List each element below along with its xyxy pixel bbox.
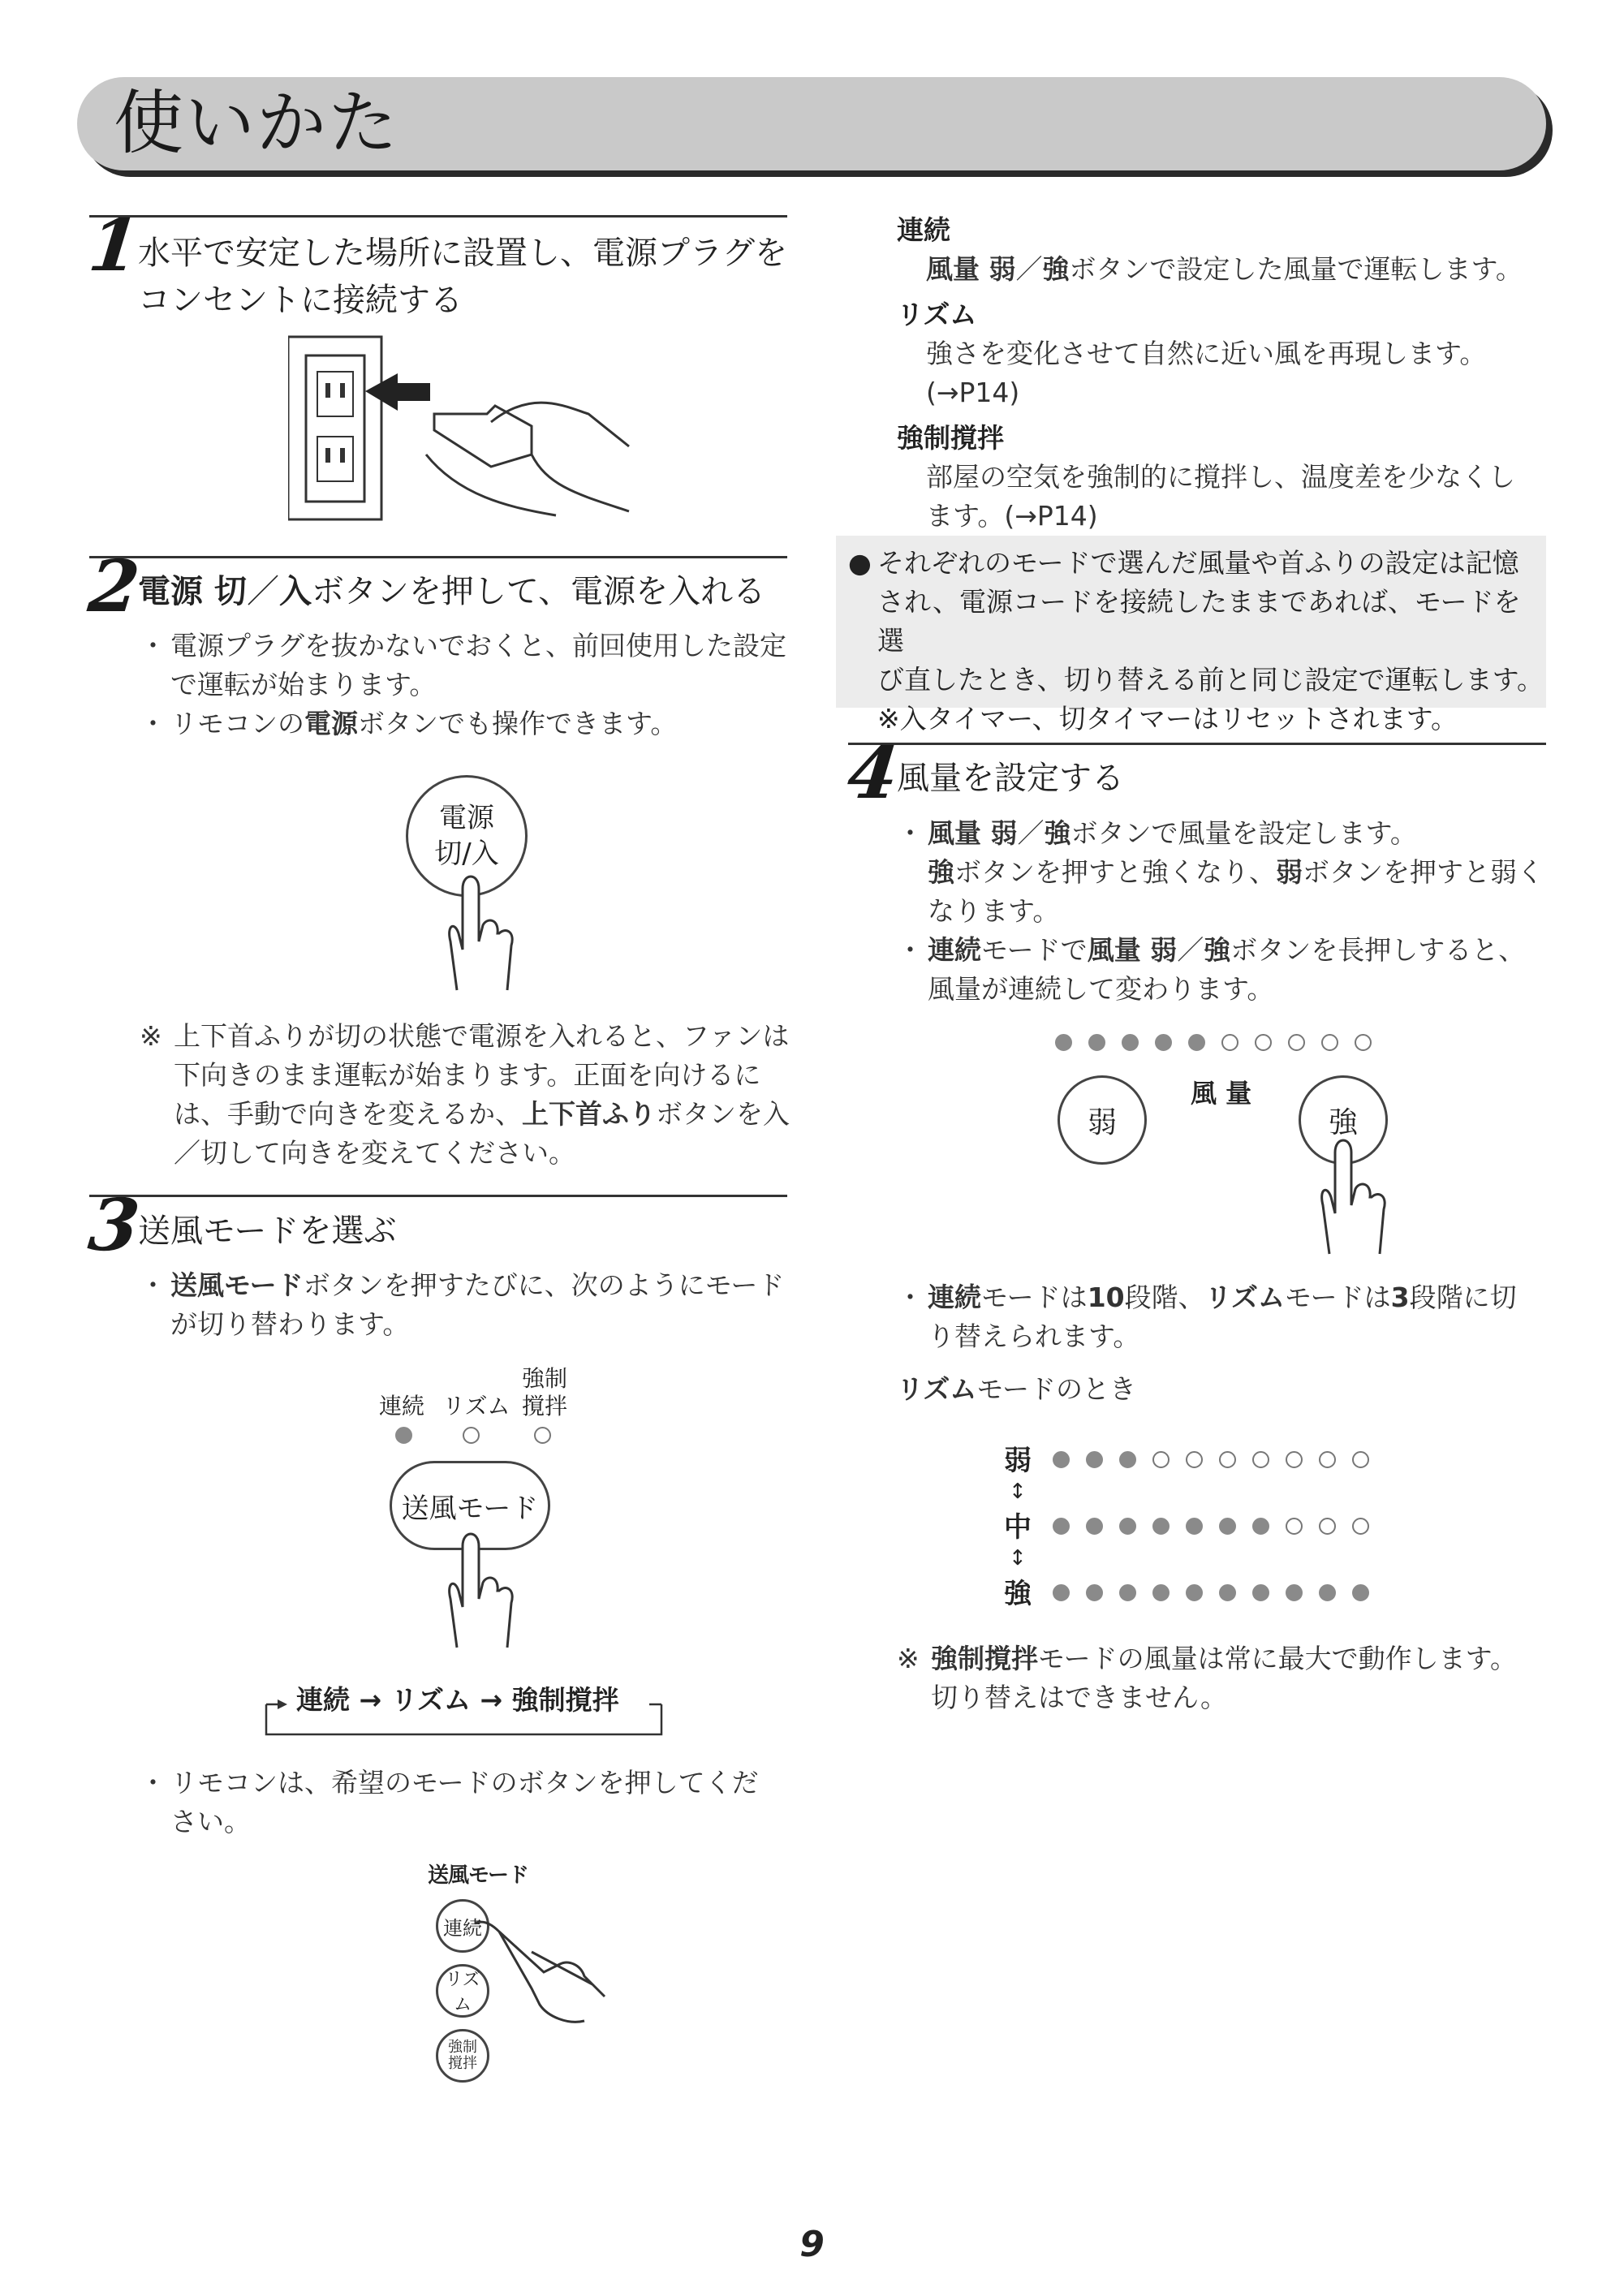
step3-rule [89,1195,787,1197]
rhythm-level-dot [1053,1451,1070,1468]
rhythm-level-dot [1319,1584,1336,1601]
rhythm-level-dot [1086,1584,1103,1601]
mode-renzoku-title: 連続 [897,214,950,246]
step1-rule [89,215,787,218]
step4-bullet-2: ・ 連続モードで風量 弱／強ボタンを長押しすると、 風量が連続して変わります。 [897,931,1554,1009]
rhythm-level-dot [1119,1518,1136,1535]
hand-point-icon [471,1915,609,2037]
step4-bullet-3: ・ 連続モードは10段階、リズムモードは3段階に切 り替えられます。 [897,1278,1554,1356]
mode-kyosei-title: 強制撹拌 [897,422,1004,454]
fan-level-dot [1155,1034,1172,1051]
step2-note: ※ 上下首ふりが切の状態で電源を入れると、ファンは 下向きのまま運転が始まります。正面を向けるに は、手動で向きを変えるか、上下首ふりボタンを入 ／切して向きを変えてください。 [140,1020,790,1169]
rhythm-level-dot [1152,1584,1170,1601]
fan-level-dot [1321,1034,1338,1051]
step2-rule [89,556,787,558]
indicator-label-kyosei: 強制 撹拌 [522,1365,568,1419]
fan-level-dot [1288,1034,1305,1051]
rhythm-level-dot [1053,1584,1070,1601]
step4-note: ※ 強制撹拌モードの風量は常に最大で動作します。 切り替えはできません。 [897,1643,1518,1713]
rhythm-level-dot [1186,1451,1203,1468]
step2-bullets [140,627,805,743]
indicator-label-rhythm: リズム [442,1393,510,1419]
rhythm-level-dot [1219,1451,1236,1468]
step2-bullet-1: ・ 電源プラグを抜かないでおくと、前回使用した設定 で運転が始まります。 [140,627,805,704]
fan-level-dot [1255,1034,1272,1051]
fan-level-dot [1122,1034,1139,1051]
fan-level-indicator [1055,1034,1388,1051]
rhythm-arrow-icon: ↕ [1009,1480,1027,1504]
rhythm-row-dots [1053,1451,1385,1468]
indicator-label-renzoku: 連続 [379,1393,425,1419]
rhythm-level-dot [1186,1518,1203,1535]
page-title: 使いかた [114,83,399,164]
rhythm-level-dot [1286,1518,1303,1535]
rhythm-level-dot [1119,1451,1136,1468]
fan-level-dot [1055,1034,1072,1051]
hand-press-icon [418,1526,523,1656]
step4-title: 風量を設定する [897,760,1124,797]
step3-bullet-2: ・ リモコンは、希望のモードのボタンを押してくだ さい。 [140,1764,805,1842]
step4-rule [848,743,1546,745]
remote-title: 送風モード [428,1863,528,1888]
step2-bullet-2: ・ リモコンの電源ボタンでも操作できます。 [140,704,805,743]
rhythm-level-dot [1252,1584,1269,1601]
mode-rhythm-desc: 強さを変化させて自然に近い風を再現します。 (→P14) [926,338,1487,408]
memo-text: ● それぞれのモードで選んだ風量や首ふりの設定は記憶 され、電源コードを接続したままであれば、モードを選 び直したとき、切り替える前と同じ設定で運転します。 ※入タイマー、切タイマーはリセットされます。 [848,547,1544,734]
step2-number: 2 [84,544,144,628]
rhythm-level-dot [1286,1584,1303,1601]
rhythm-arrow-icon: ↕ [1009,1546,1027,1570]
rhythm-row-dots [1053,1584,1385,1601]
rhythm-level-dot [1252,1518,1269,1535]
remote-kyosei-button[interactable]: 強制 撹拌 [436,2029,489,2083]
rhythm-level-dot [1119,1584,1136,1601]
page-number: 9 [799,2224,825,2265]
rhythm-level-dot [1086,1518,1103,1535]
rhythm-level-dot [1319,1451,1336,1468]
mode-rhythm-title: リズム [897,299,977,330]
fan-level-dot [1188,1034,1205,1051]
mode-descriptions [897,211,1546,536]
fan-level-dot [1088,1034,1105,1051]
rhythm-level-dot [1352,1451,1369,1468]
rhythm-level-dot [1053,1518,1070,1535]
rhythm-level-dot [1352,1584,1369,1601]
rhythm-row-label: 中 [1004,1511,1032,1544]
rhythm-row-label: 弱 [1004,1445,1032,1477]
rhythm-level-dot [1152,1451,1170,1468]
step3-number: 3 [84,1182,144,1267]
step2-title: 電源 切／入ボタンを押して、電源を入れる [138,573,766,610]
rhythm-level-chart [1004,1443,1410,1622]
rhythm-level-dot [1219,1518,1236,1535]
step4-bullets [897,814,1554,1009]
hand-press-icon [418,868,523,998]
rhythm-level-dot [1252,1451,1269,1468]
fan-speed-label: 風 量 [1191,1078,1252,1109]
rhythm-level-dot [1352,1518,1369,1535]
fan-level-dot [1355,1034,1372,1051]
fan-strong-button[interactable]: 強 [1299,1075,1388,1165]
fan-weak-button[interactable]: 弱 [1058,1075,1147,1165]
rhythm-level-dot [1152,1518,1170,1535]
rhythm-row-label: 強 [1004,1578,1032,1610]
rhythm-level-dot [1186,1584,1203,1601]
hand-press-icon [1290,1132,1396,1262]
rhythm-level-dot [1286,1451,1303,1468]
indicator-dot-rhythm [463,1427,480,1444]
indicator-dot-kyosei [534,1427,551,1444]
cycle-renzoku: 連続 [296,1684,350,1716]
step4-bullet-1: ・ 風量 弱／強ボタンで風量を設定します。 強ボタンを押すと強くなり、弱ボタンを押すと弱く なります。 [897,814,1554,931]
rhythm-level-dot [1319,1518,1336,1535]
indicator-dot-renzoku [395,1427,412,1444]
rhythm-row-dots [1053,1518,1385,1535]
step3-bullet-1: ・ 送風モードボタンを押すたびに、次のようにモード が切り替わります。 [140,1266,805,1344]
step1-number: 1 [84,203,144,287]
remote-renzoku-button[interactable]: 連続 [436,1899,489,1953]
step1-title: 水平で安定した場所に設置し、電源プラグを コンセントに接続する [138,235,787,319]
fan-mode-button[interactable]: 送風モード [390,1461,550,1550]
mode-kyosei-desc: 部屋の空気を強制的に撹拌し、温度差を少なくし ます。(→P14) [926,461,1515,532]
mode-cycle: 連続 → リズム → 強制撹拌 [296,1684,619,1716]
step4-number: 4 [843,730,902,815]
rhythm-level-dot [1219,1584,1236,1601]
remote-rhythm-button[interactable]: リズム [436,1964,489,2018]
mode-renzoku-desc: 風量 弱／強ボタンで設定した風量で運転します。 [926,253,1523,285]
cycle-rhythm: リズム [390,1684,471,1716]
rhythm-level-dot [1086,1451,1103,1468]
power-button[interactable]: 電源 切/入 [406,775,528,897]
outlet-plug-illustration [288,333,645,528]
step3-title: 送風モードを選ぶ [138,1213,397,1250]
fan-level-dot [1221,1034,1238,1051]
cycle-kyosei: 強制撹拌 [511,1684,619,1716]
rhythm-heading: リズムモードのとき [897,1373,1137,1405]
